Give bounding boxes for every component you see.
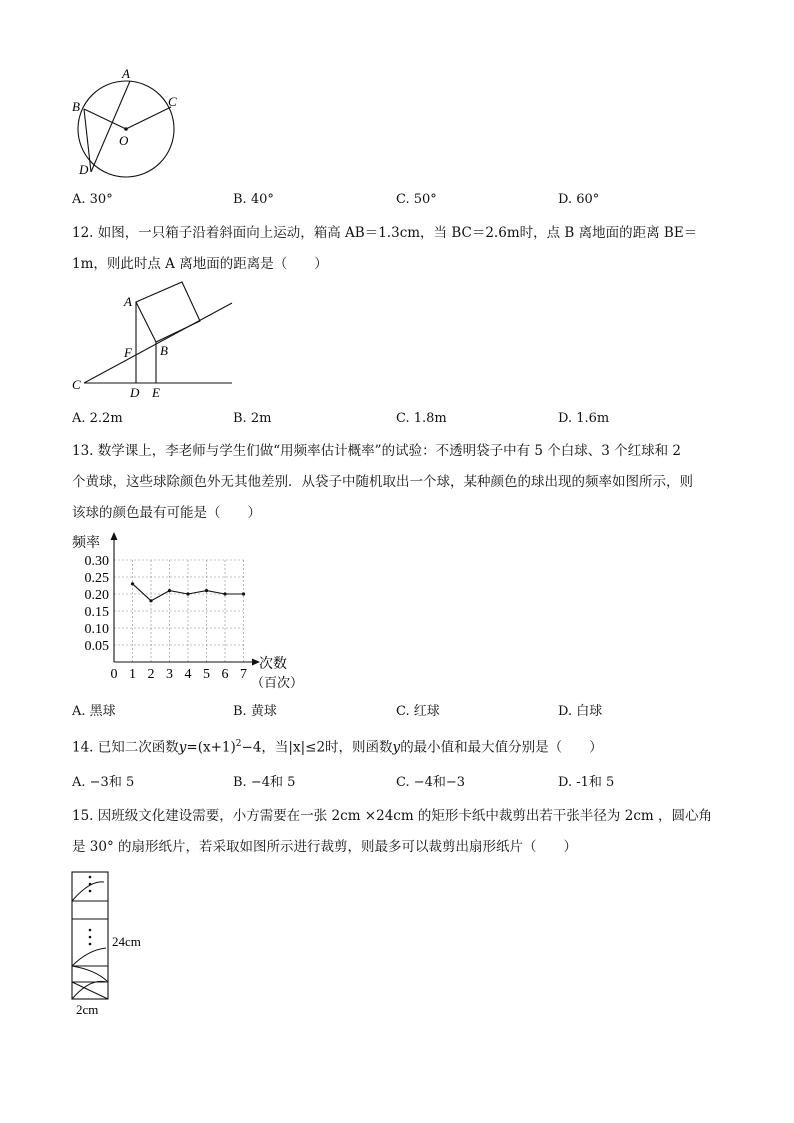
x-tick-label: 1 <box>129 667 136 682</box>
q15-stem-line1: 15. 因班级文化建设需要，小方需要在一张 2cm ×24cm 的矩形卡纸中裁剪出若干张半径为 2cm ，圆心角 <box>72 808 712 824</box>
radius-oc <box>126 107 171 129</box>
x-tick-label: 7 <box>240 667 247 682</box>
data-point <box>242 592 245 595</box>
x-tick-label: 6 <box>221 667 229 682</box>
q14-option-d: D. -1和 5 <box>558 775 615 790</box>
q14-option-a: A. −3和 5 <box>72 775 135 790</box>
y-tick-label: 0.10 <box>84 622 109 637</box>
q14-abs-x: |x| <box>288 739 306 756</box>
q15-stem-line2: 是 30° 的扇形纸片，若采取如图所示进行裁剪，则最多可以裁剪出扇形纸片（ ） <box>72 839 578 855</box>
q13-option-a: A. 黑球 <box>72 704 116 719</box>
q12-option-d: D. 1.6m <box>558 411 610 426</box>
data-point <box>186 592 189 595</box>
x-axis-label: 次数 <box>259 657 287 672</box>
q12-incline-figure <box>68 280 248 405</box>
q13-stem-line3: 该球的颜色最有可能是（ ） <box>72 505 261 521</box>
x-tick-label: 3 <box>166 667 173 682</box>
frequency-chart <box>68 528 318 698</box>
q15-strip-figure <box>68 870 158 1020</box>
q12-stem-line1: 12. 如图，一只箱子沿着斜面向上运动，箱高 AB＝1.3cm，当 BC＝2.6m时，点 B 离地面的距离 BE＝ <box>72 225 698 241</box>
x-tick-label: 5 <box>203 667 210 682</box>
data-point <box>149 599 152 602</box>
chord-ad <box>91 81 130 172</box>
q14-mid: ，当 <box>261 739 289 756</box>
label-b: B <box>160 343 168 358</box>
q12-option-c: C. 1.8m <box>396 411 447 426</box>
x-tick-label: 4 <box>184 667 192 682</box>
q13-option-b: B. 黄球 <box>233 704 277 719</box>
q14-suffix: 的最小值和最大值分别是（ ） <box>400 739 603 756</box>
q13-stem-line2: 个黄球，这些球除颜色外无其他差别．从袋子中随机取出一个球，某种颜色的球出现的频率如图所示，则 <box>72 474 693 490</box>
label-a: A <box>124 294 132 309</box>
q14-func-eq: = <box>186 739 198 756</box>
y-tick-label: 0.15 <box>84 605 109 620</box>
q11-option-a: A. 30° <box>72 192 113 207</box>
box <box>136 282 200 342</box>
q14-func-exp: 2 <box>235 739 242 749</box>
label-height: 24cm <box>112 934 141 949</box>
q14-stem <box>72 734 603 758</box>
q12-option-b: B. 2m <box>233 411 272 426</box>
label-c: C <box>168 94 177 109</box>
q14-prefix: 14. 已知二次函数 <box>72 739 179 756</box>
sector-bottom <box>72 966 108 982</box>
segment-ab <box>84 109 126 129</box>
data-point <box>168 589 171 592</box>
label-width: 2cm <box>76 1002 99 1017</box>
label-d: D <box>130 385 140 400</box>
sector-mid <box>72 948 106 966</box>
x-tick-label: 0 <box>110 667 118 682</box>
q14-func-y: y <box>178 739 187 756</box>
label-o: O <box>119 133 129 148</box>
y-tick-label: 0.25 <box>84 571 109 586</box>
q13-option-c: C. 红球 <box>396 704 440 719</box>
q13-stem-line1: 13. 数学课上，李老师与学生们做“用频率估计概率”的试验：不透明袋子中有 5 个白球、3 个红球和 2 <box>72 443 681 459</box>
x-tick-label: 2 <box>147 667 155 682</box>
y-axis-arrow <box>111 532 118 540</box>
y-tick-label: 0.20 <box>84 588 109 603</box>
label-f: F <box>124 345 132 360</box>
data-point <box>205 589 208 592</box>
sector-top <box>72 882 104 901</box>
label-b: B <box>72 99 80 114</box>
y-tick-label: 0.30 <box>84 554 109 569</box>
q14-func-y2: y <box>392 739 401 756</box>
q14-func-rest: −4 <box>241 739 262 756</box>
x-axis-unit: （百次） <box>251 675 304 690</box>
y-tick-label: 0.05 <box>84 639 109 654</box>
q11-circle-figure <box>70 64 190 179</box>
q14-option-b: B. −4和 5 <box>233 775 296 790</box>
q11-option-b: B. 40° <box>233 192 274 207</box>
label-e: E <box>152 385 160 400</box>
q14-func-paren: (x+1) <box>197 739 236 756</box>
q12-option-a: A. 2.2m <box>72 411 123 426</box>
label-d: D <box>79 162 89 177</box>
q11-option-c: C. 50° <box>396 192 437 207</box>
chart-grid <box>114 560 244 662</box>
center-o-dot <box>124 127 128 131</box>
q14-cond: ≤2时，则函数 <box>305 739 393 756</box>
data-point <box>223 592 226 595</box>
y-axis-label: 频率 <box>72 536 100 551</box>
q11-option-d: D. 60° <box>558 192 600 207</box>
q12-stem-line2: 1m，则此时点 A 离地面的距离是（ ） <box>72 256 328 272</box>
q14-option-c: C. −4和−3 <box>396 775 466 790</box>
label-a: A <box>122 66 130 81</box>
data-point <box>131 582 134 585</box>
q13-option-d: D. 白球 <box>558 704 603 719</box>
incline-line <box>84 303 232 383</box>
label-c: C <box>72 377 81 392</box>
